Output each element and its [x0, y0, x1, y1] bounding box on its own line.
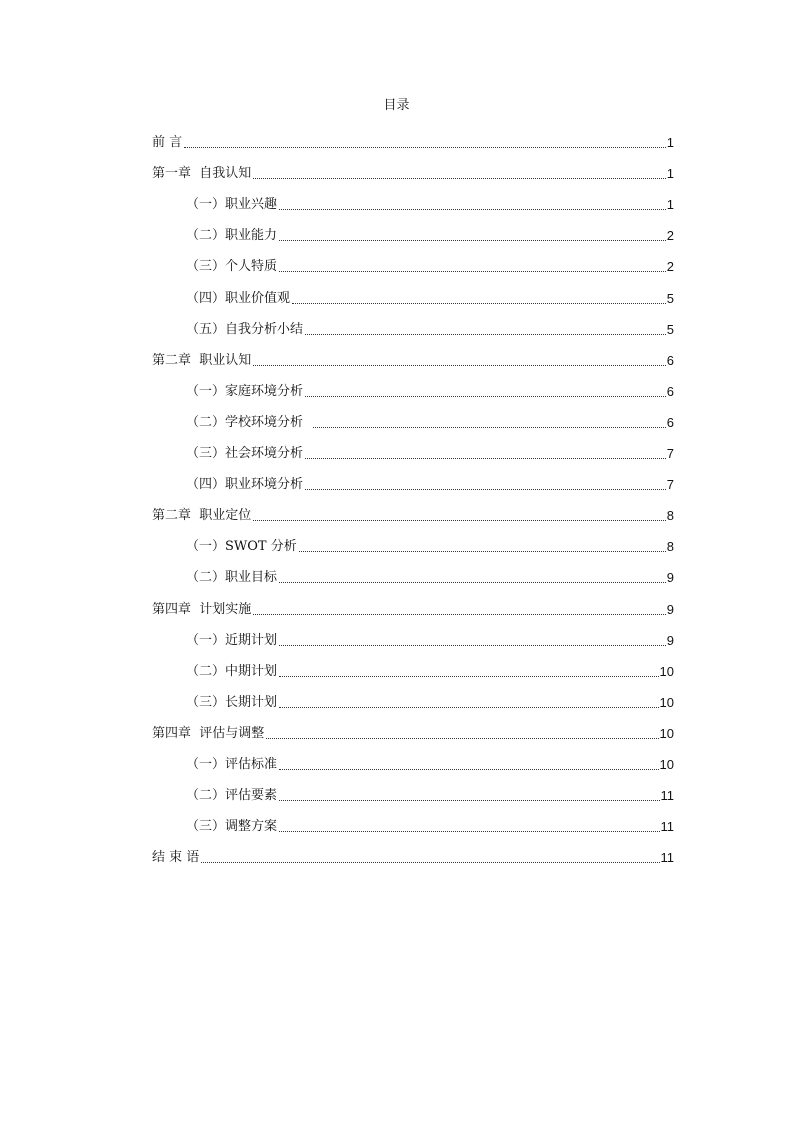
- toc-section-entry[interactable]: [152, 558, 674, 589]
- toc-dot-leader: [279, 645, 666, 646]
- toc-dot-leader: [279, 676, 659, 677]
- toc-dot-leader: [279, 800, 659, 801]
- toc-entry-label: （一）职业兴趣: [186, 197, 278, 213]
- toc-entry-page-number: 10: [659, 694, 674, 710]
- toc-entry-label: （二）中期计划: [186, 663, 278, 679]
- toc-dot-leader: [305, 334, 666, 335]
- toc-chapter-entry[interactable]: [152, 714, 674, 745]
- toc-entry-page-number: 6: [666, 414, 674, 430]
- toc-entry-page-number: 6: [666, 383, 674, 399]
- toc-dot-leader: [279, 831, 659, 832]
- toc-dot-leader: [305, 458, 666, 459]
- toc-list: [152, 123, 674, 869]
- toc-entry-label: 第四章 计划实施: [152, 601, 252, 617]
- toc-dot-leader: [313, 427, 666, 428]
- toc-chapter-entry[interactable]: [152, 341, 674, 372]
- toc-dot-leader: [253, 520, 666, 521]
- toc-chapter-entry[interactable]: [152, 123, 674, 154]
- toc-section-entry[interactable]: [152, 216, 674, 247]
- toc-entry-page-number: 6: [666, 352, 674, 368]
- toc-entry-page-number: 5: [666, 321, 674, 337]
- toc-section-entry[interactable]: [152, 776, 674, 807]
- toc-entry-page-number: 1: [666, 166, 674, 182]
- toc-entry-label: （三）调整方案: [186, 819, 278, 835]
- toc-entry-label: （一）家庭环境分析: [186, 383, 304, 399]
- toc-section-entry[interactable]: [152, 745, 674, 776]
- toc-entry-page-number: 9: [666, 570, 674, 586]
- toc-dot-leader: [253, 178, 666, 179]
- toc-dot-leader: [253, 614, 666, 615]
- toc-entry-label: （一）SWOT 分析: [186, 539, 297, 555]
- toc-title: 目录: [383, 98, 410, 113]
- toc-section-entry[interactable]: [152, 247, 674, 278]
- toc-dot-leader: [305, 396, 666, 397]
- toc-entry-page-number: 8: [666, 508, 674, 524]
- toc-section-entry[interactable]: [152, 683, 674, 714]
- toc-entry-label: 第二章 职业定位: [152, 508, 252, 524]
- toc-chapter-entry[interactable]: [152, 496, 674, 527]
- toc-entry-label: （二）评估要素: [186, 788, 278, 804]
- toc-entry-page-number: 11: [660, 850, 674, 866]
- toc-entry-label: 结 束 语: [152, 850, 200, 866]
- toc-entry-label: 第二章 职业认知: [152, 352, 252, 368]
- toc-dot-leader: [279, 209, 666, 210]
- toc-entry-page-number: 9: [666, 632, 674, 648]
- toc-entry-page-number: 10: [659, 725, 674, 741]
- toc-entry-page-number: 2: [666, 259, 674, 275]
- toc-section-entry[interactable]: [152, 621, 674, 652]
- toc-entry-label: （三）长期计划: [186, 694, 278, 710]
- toc-dot-leader: [279, 582, 666, 583]
- toc-dot-leader: [201, 862, 659, 863]
- toc-entry-label: （三）个人特质: [186, 259, 278, 275]
- toc-entry-label: 前 言: [152, 135, 183, 151]
- toc-entry-page-number: 10: [659, 756, 674, 772]
- toc-section-entry[interactable]: [152, 310, 674, 341]
- toc-dot-leader: [279, 271, 666, 272]
- toc-entry-page-number: 1: [666, 135, 674, 151]
- toc-section-entry[interactable]: [152, 372, 674, 403]
- toc-entry-page-number: 11: [660, 819, 674, 835]
- toc-dot-leader: [279, 707, 659, 708]
- toc-dot-leader: [184, 147, 666, 148]
- toc-chapter-entry[interactable]: [152, 154, 674, 185]
- toc-entry-page-number: 11: [660, 788, 674, 804]
- toc-section-entry[interactable]: [152, 807, 674, 838]
- toc-entry-label: （一）评估标准: [186, 756, 278, 772]
- toc-entry-page-number: 2: [666, 228, 674, 244]
- toc-section-entry[interactable]: [152, 527, 674, 558]
- toc-dot-leader: [279, 240, 666, 241]
- toc-chapter-entry[interactable]: [152, 838, 674, 869]
- toc-entry-label: （四）职业环境分析: [186, 477, 304, 493]
- toc-section-entry[interactable]: [152, 185, 674, 216]
- toc-dot-leader: [253, 365, 666, 366]
- toc-dot-leader: [305, 489, 666, 490]
- toc-entry-label: （四）职业价值观: [186, 290, 291, 306]
- toc-entry-page-number: 9: [666, 601, 674, 617]
- toc-entry-label: （二）职业能力: [186, 228, 278, 244]
- toc-entry-label: （二）职业目标: [186, 570, 278, 586]
- toc-dot-leader: [266, 738, 658, 739]
- toc-entry-label: 第四章 评估与调整: [152, 725, 265, 741]
- toc-entry-label: （三）社会环境分析: [186, 446, 304, 462]
- toc-entry-label: （五）自我分析小结: [186, 321, 304, 337]
- toc-chapter-entry[interactable]: [152, 589, 674, 620]
- toc-entry-page-number: 7: [666, 477, 674, 493]
- toc-dot-leader: [299, 551, 666, 552]
- toc-dot-leader: [292, 303, 666, 304]
- toc-entry-page-number: 5: [666, 290, 674, 306]
- toc-entry-label: （一）近期计划: [186, 632, 278, 648]
- toc-entry-label: 第一章 自我认知: [152, 166, 252, 182]
- toc-entry-page-number: 8: [666, 539, 674, 555]
- toc-entry-page-number: 7: [666, 446, 674, 462]
- toc-entry-page-number: 1: [666, 197, 674, 213]
- toc-entry-label: （二）学校环境分析: [186, 414, 312, 430]
- toc-entry-page-number: 10: [659, 663, 674, 679]
- toc-section-entry[interactable]: [152, 652, 674, 683]
- toc-section-entry[interactable]: [152, 434, 674, 465]
- toc-section-entry[interactable]: [152, 465, 674, 496]
- toc-dot-leader: [279, 769, 659, 770]
- toc-section-entry[interactable]: [152, 278, 674, 309]
- toc-section-entry[interactable]: [152, 403, 674, 434]
